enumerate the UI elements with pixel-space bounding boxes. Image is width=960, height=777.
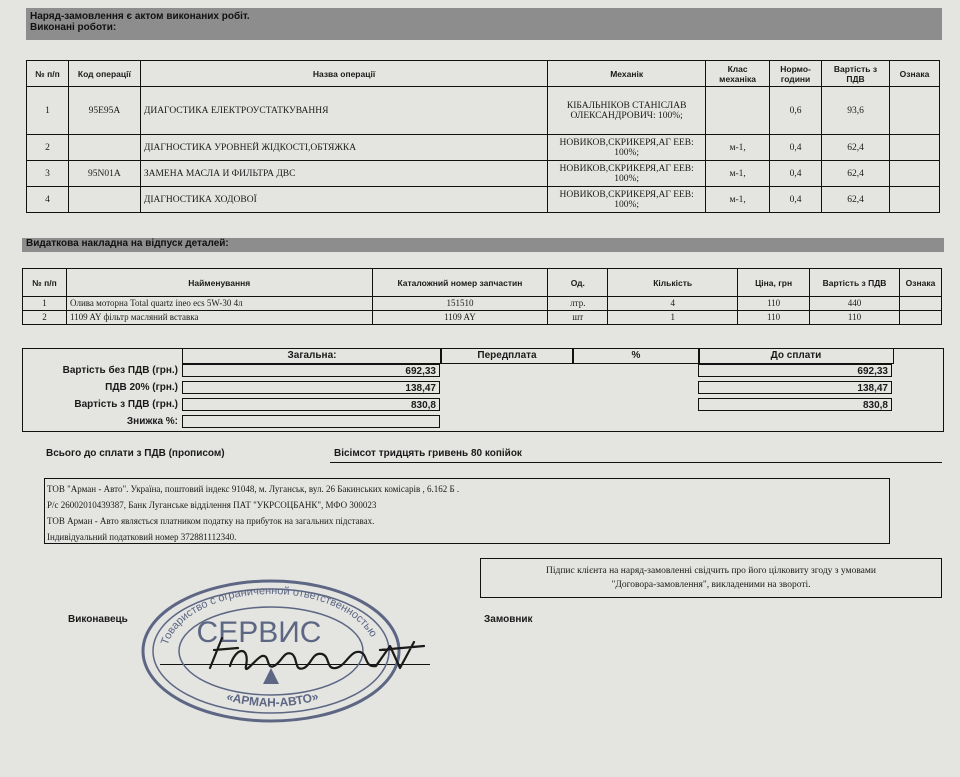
mechanic: НОВИКОВ,СКРИКЕРЯ,АГ ЕЕВ: 100%; bbox=[548, 161, 706, 187]
executor-signature bbox=[200, 628, 440, 688]
norm-hours: 0,4 bbox=[770, 161, 822, 187]
unit: шт bbox=[548, 311, 608, 325]
operation-code: 95Е95А bbox=[68, 87, 140, 135]
col-header: № п/п bbox=[27, 61, 69, 87]
general-with-vat: 830,8 bbox=[182, 398, 440, 411]
general-discount bbox=[182, 415, 440, 428]
stamp-center-text: СЕРВИС bbox=[196, 616, 322, 649]
operation-name: ДИАГОСТИКА ЕЛЕКТРОУСТАТКУВАННЯ bbox=[140, 87, 547, 135]
operation-name: ДІАГНОСТИКА ХОДОВОЇ bbox=[140, 187, 547, 213]
col-header: Ознака bbox=[899, 269, 941, 297]
works-table bbox=[26, 60, 940, 213]
cost: 62,4 bbox=[822, 135, 890, 161]
norm-hours: 0,6 bbox=[770, 87, 822, 135]
totals-header-due: До сплати bbox=[698, 348, 894, 364]
mechanic-class: м-1, bbox=[706, 135, 770, 161]
totals-header-prepay: Передплата bbox=[440, 348, 574, 364]
total-words-underline bbox=[330, 462, 942, 463]
general-vat: 138,47 bbox=[182, 381, 440, 394]
cost: 93,6 bbox=[822, 87, 890, 135]
part-name: Олива моторна Total quartz ineo ecs 5W-30 4л bbox=[66, 297, 372, 311]
col-header: Кількість bbox=[608, 269, 738, 297]
row-number: 1 bbox=[23, 297, 67, 311]
col-header: Нормо-години bbox=[770, 61, 822, 87]
quantity: 4 bbox=[608, 297, 738, 311]
mark bbox=[899, 297, 941, 311]
catalog-number: 151510 bbox=[372, 297, 548, 311]
mechanic: НОВИКОВ,СКРИКЕРЯ,АГ ЕЕВ: 100%; bbox=[548, 187, 706, 213]
mechanic: НОВИКОВ,СКРИКЕРЯ,АГ ЕЕВ: 100%; bbox=[548, 135, 706, 161]
company-address: ТОВ "Арман - Авто". Україна, поштовий індекс 91048, м. Луганськ, вул. 26 Бакинських комісарів , 6.162 Б . bbox=[47, 484, 460, 494]
col-header: Од. bbox=[548, 269, 608, 297]
operation-name: ДІАГНОСТИКА УРОВНЕЙ ЖІДКОСТІ,ОБТЯЖКА bbox=[140, 135, 547, 161]
company-info bbox=[44, 478, 890, 544]
company-tax-number: Індивідуальний податковий номер 372881112340. bbox=[47, 532, 237, 542]
table-row bbox=[27, 87, 940, 135]
col-header: Клас механіка bbox=[706, 61, 770, 87]
table-row bbox=[23, 311, 942, 325]
operation-code: 95N01A bbox=[68, 161, 140, 187]
col-header: Механік bbox=[548, 61, 706, 87]
quantity: 1 bbox=[608, 311, 738, 325]
due-without-vat: 692,33 bbox=[698, 364, 892, 377]
company-tax-status: ТОВ Арман - Авто являється платником податку на прибуток на загальних підставах. bbox=[47, 516, 375, 526]
col-header: Ознака bbox=[889, 61, 939, 87]
consent-note: Підпис клієнта на наряд-замовленні свідчить про його цілковиту згоду з умовами "Договора-замовлення", викладеними на звороті. bbox=[480, 558, 942, 598]
col-header: Вартість з ПДВ bbox=[810, 269, 900, 297]
parts-section-title: Видаткова накладна на відпуск деталей: bbox=[26, 238, 229, 249]
table-row bbox=[27, 161, 940, 187]
mechanic-class: м-1, bbox=[706, 161, 770, 187]
col-header: Назва операції bbox=[140, 61, 547, 87]
totals-header-percent: % bbox=[572, 348, 700, 364]
label-with-vat: Вартість з ПДВ (грн.) bbox=[74, 399, 178, 410]
operation-code bbox=[68, 187, 140, 213]
parts-table-header bbox=[23, 269, 942, 297]
executor-label: Виконавець bbox=[68, 614, 128, 625]
stamp-ring-text: Товариство с ограниченной ответственностью bbox=[158, 584, 380, 647]
cost: 62,4 bbox=[822, 161, 890, 187]
label-vat: ПДВ 20% (грн.) bbox=[105, 382, 178, 393]
table-row bbox=[27, 187, 940, 213]
mark bbox=[889, 87, 939, 135]
row-number: 2 bbox=[27, 135, 69, 161]
parts-table bbox=[22, 268, 942, 325]
mechanic-class: м-1, bbox=[706, 187, 770, 213]
general-without-vat: 692,33 bbox=[182, 364, 440, 377]
works-table-header bbox=[27, 61, 940, 87]
mechanic-class bbox=[706, 87, 770, 135]
parts-section-bar bbox=[22, 238, 944, 252]
cost: 62,4 bbox=[822, 187, 890, 213]
mechanic: КІБАЛЬНІКОВ СТАНІСЛАВ ОЛЕКСАНДРОВИЧ: 100%; bbox=[548, 87, 706, 135]
due-with-vat: 830,8 bbox=[698, 398, 892, 411]
norm-hours: 0,4 bbox=[770, 187, 822, 213]
price: 110 bbox=[738, 311, 810, 325]
col-header: Вартість з ПДВ bbox=[822, 61, 890, 87]
col-header: Найменування bbox=[66, 269, 372, 297]
mark bbox=[899, 311, 941, 325]
mark bbox=[889, 135, 939, 161]
works-section-title: Виконані роботи: bbox=[30, 22, 117, 33]
customer-label: Замовник bbox=[484, 614, 533, 625]
total-words-value: Вісімсот тридцять гривень 80 копійок bbox=[334, 448, 522, 459]
header-bar bbox=[26, 8, 942, 40]
stamp-bottom-text: «АРМАН-АВТО» bbox=[225, 688, 321, 710]
col-header: № п/п bbox=[23, 269, 67, 297]
table-row bbox=[23, 297, 942, 311]
row-number: 1 bbox=[27, 87, 69, 135]
row-number: 3 bbox=[27, 161, 69, 187]
part-name: 1109 AY фільтр масляний вставка bbox=[66, 311, 372, 325]
row-number: 4 bbox=[27, 187, 69, 213]
row-number: 2 bbox=[23, 311, 67, 325]
label-without-vat: Вартість без ПДВ (грн.) bbox=[62, 365, 178, 376]
mark bbox=[889, 187, 939, 213]
unit: лтр. bbox=[548, 297, 608, 311]
price: 110 bbox=[738, 297, 810, 311]
page-title: Наряд-замовлення є актом виконаних робіт. bbox=[30, 11, 250, 22]
cost: 440 bbox=[810, 297, 900, 311]
label-discount: Знижка %: bbox=[126, 416, 178, 427]
operation-code bbox=[68, 135, 140, 161]
operation-name: ЗАМЕНА МАСЛА И ФИЛЬТРА ДВС bbox=[140, 161, 547, 187]
cost: 110 bbox=[810, 311, 900, 325]
total-words-label: Всього до сплати з ПДВ (прописом) bbox=[46, 448, 225, 459]
mark bbox=[889, 161, 939, 187]
norm-hours: 0,4 bbox=[770, 135, 822, 161]
table-row bbox=[27, 135, 940, 161]
due-vat: 138,47 bbox=[698, 381, 892, 394]
company-bank: Р/с 26002010439387, Банк Луганське відділення ПАТ "УКРСОЦБАНК", МФО 300023 bbox=[47, 500, 377, 510]
col-header: Код операції bbox=[68, 61, 140, 87]
col-header: Каталожний номер запчастин bbox=[372, 269, 548, 297]
totals-header-general: Загальна: bbox=[182, 348, 442, 364]
col-header: Ціна, грн bbox=[738, 269, 810, 297]
catalog-number: 1109 AY bbox=[372, 311, 548, 325]
